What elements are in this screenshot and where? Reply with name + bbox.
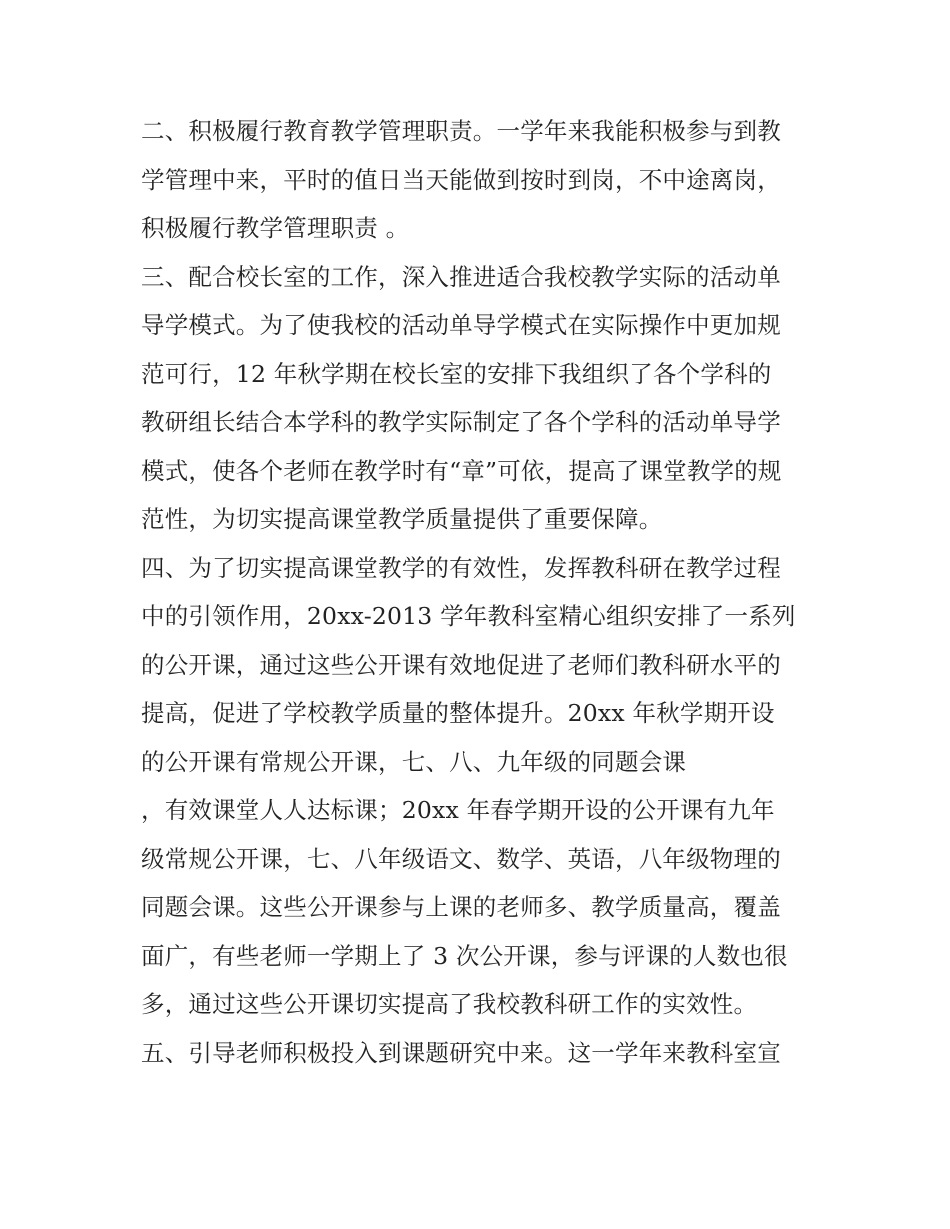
text-line: 二、积极履行教育教学管理职责。一学年来我能积极参与到教 <box>141 117 781 145</box>
document-body <box>141 107 821 1077</box>
text-line: 面广，有些老师一学期上了 3 次公开课，参与评课的人数也很 <box>141 941 788 970</box>
text-line: 三、配合校长室的工作，深入推进适合我校教学实际的活动单 <box>141 262 781 291</box>
text-line: 四、为了切实提高课堂教学的有效性，发挥教科研在教学过程 <box>141 553 781 582</box>
text-line: 同题会课。这些公开课参与上课的老师多、教学质量高，覆盖 <box>141 893 781 921</box>
text-line: 的公开课，通过这些公开课有效地促进了老师们教科研水平的 <box>141 650 781 679</box>
text-line: 中的引领作用，20xx-2013 学年教科室精心组织安排了一系列 <box>141 602 796 630</box>
text-line: 五、引导老师积极投入到课题研究中来。这一学年来教科室宣 <box>141 1038 781 1067</box>
text-line: 模式，使各个老师在教学时有“章”可依，提高了课堂教学的规 <box>141 456 782 485</box>
text-line: 学管理中来，平时的值日当天能做到按时到岗，不中途离岗， <box>141 165 781 194</box>
text-line: ，有效课堂人人达标课；20xx 年春学期开设的公开课有九年 <box>141 796 775 824</box>
text-line: 提高，促进了学校教学质量的整体提升。20xx 年秋学期开设 <box>141 699 775 727</box>
text-line: 级常规公开课，七、八年级语文、数学、英语，八年级物理的 <box>141 844 781 873</box>
text-line: 多，通过这些公开课切实提高了我校教科研工作的实效性。 <box>141 990 758 1018</box>
text-line: 教研组长结合本学科的教学实际制定了各个学科的活动单导学 <box>141 408 781 436</box>
text-line: 导学模式。为了使我校的活动单导学模式在实际操作中更加规 <box>141 311 781 339</box>
text-line: 范性，为切实提高课堂教学质量提供了重要保障。 <box>141 505 663 533</box>
text-line: 范可行，12 年秋学期在校长室的安排下我组织了各个学科的 <box>141 359 772 388</box>
text-line: 积极履行教学管理职责 。 <box>141 214 410 242</box>
text-line: 的公开课有常规公开课，七、八、九年级的同题会课 <box>141 747 687 776</box>
